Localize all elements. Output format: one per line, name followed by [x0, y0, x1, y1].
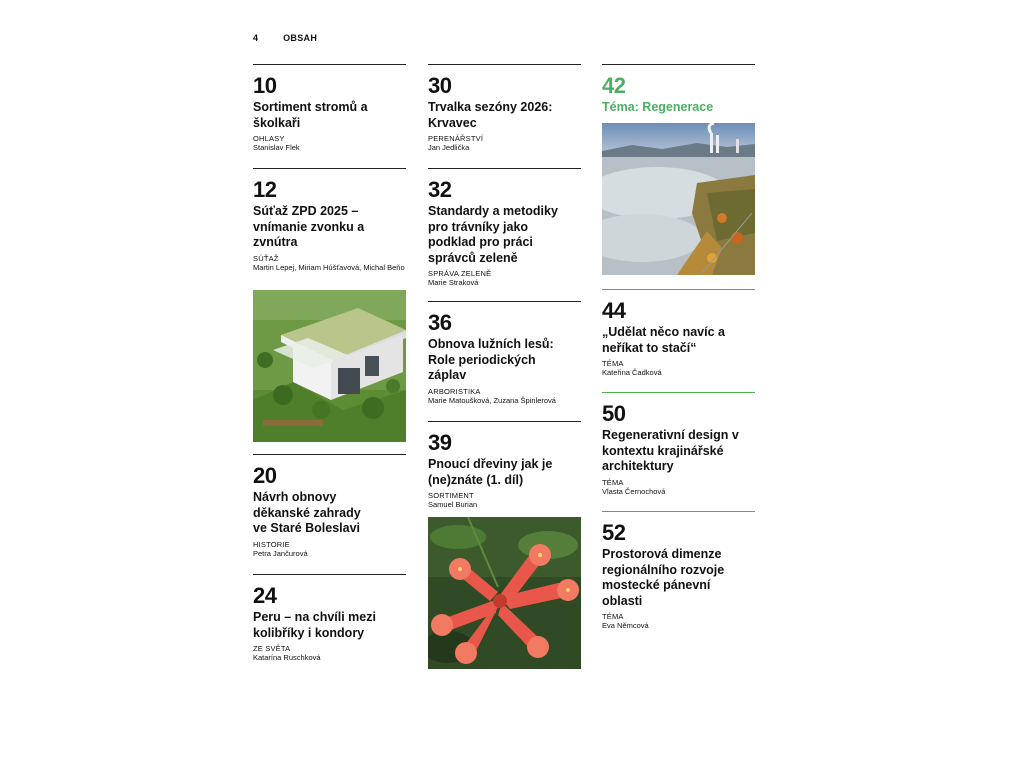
- toc-entry[interactable]: [253, 64, 406, 153]
- entry-author: Stanislav Flek: [253, 143, 300, 152]
- entry-page-number: 50: [602, 401, 626, 426]
- entry-category: SPRÁVA ZELENĚ: [428, 269, 492, 278]
- entry-page-number: 39: [428, 430, 452, 455]
- entry-title: Návrh obnovy děkanské zahrady ve Staré Boleslavi: [253, 490, 361, 535]
- entry-page-number: 32: [428, 177, 452, 202]
- green-roof-house-photo: [253, 290, 406, 442]
- toc-entry[interactable]: [253, 454, 406, 559]
- entry-category: TÉMA: [602, 477, 624, 487]
- page-number: 4: [253, 33, 259, 43]
- entry-author: Vlasta Černochová: [602, 486, 666, 496]
- entry-title: Sortiment stromů a školkaři: [253, 100, 368, 130]
- toc-entry[interactable]: [253, 574, 406, 663]
- entry-category: SÚŤAŽ: [253, 253, 279, 263]
- entry-author: Marie Matoušková, Zuzana Špinlerová: [428, 395, 556, 405]
- entry-category: TÉMA: [602, 612, 624, 621]
- entry-page-number: 52: [602, 520, 626, 545]
- toc-entry[interactable]: [428, 64, 581, 153]
- entry-category: PERENÁŘSTVÍ: [428, 134, 484, 143]
- entry-category: OHLASY: [253, 134, 285, 143]
- entry-page-number: 36: [428, 310, 452, 335]
- entry-title: Prostorová dimenze regionálního rozvoje mostecké pánevní oblasti: [602, 547, 725, 608]
- toc-entry[interactable]: [428, 301, 581, 406]
- entry-author: Martin Lepej, Miriam Húšťavová, Michal Beňo: [253, 262, 405, 272]
- toc-entry[interactable]: [602, 511, 755, 631]
- entry-category: TÉMA: [602, 359, 624, 368]
- entry-title: Pnoucí dřeviny jak je (ne)znáte (1. díl): [428, 457, 553, 487]
- entry-page-number: 12: [253, 177, 277, 202]
- entry-category: ARBORISTIKA: [428, 386, 481, 396]
- foggy-landscape-aerial-photo: [602, 123, 755, 275]
- entry-author: Kateřina Čadková: [602, 368, 662, 377]
- entry-page-number: 44: [602, 298, 626, 323]
- toc-entry[interactable]: [253, 168, 406, 273]
- toc-entry-theme[interactable]: [602, 64, 755, 116]
- entry-title: „Udělat něco navíc a neříkat to stačí“: [602, 325, 725, 355]
- entry-title: Téma: Regenerace: [602, 100, 714, 114]
- toc-entry[interactable]: [428, 168, 581, 288]
- entry-category: SORTIMENT: [428, 491, 474, 500]
- entry-title: Peru – na chvíli mezi kolibříky i kondory: [253, 610, 376, 640]
- entry-title: Regenerativní design v kontextu krajinářské architektury: [602, 428, 739, 473]
- entry-page-number: 30: [428, 73, 452, 98]
- entry-author: Katarína Ruschková: [253, 653, 321, 662]
- trumpet-vine-flower-photo: [428, 517, 581, 669]
- entry-title: Standardy a metodiky pro trávníky jako podklad pro práci správců zeleně: [428, 204, 558, 265]
- entry-category: ZE SVĚTA: [253, 644, 291, 653]
- toc-entry[interactable]: [602, 392, 755, 497]
- entry-author: Marie Straková: [428, 278, 479, 287]
- entry-author: Eva Němcová: [602, 621, 649, 630]
- entry-author: Samuel Burian: [428, 500, 478, 509]
- toc-entry[interactable]: [602, 289, 755, 378]
- entry-page-number: 20: [253, 463, 277, 488]
- entry-title: Obnova lužních lesů: Role periodických záplav: [428, 337, 554, 382]
- section-title: OBSAH: [283, 33, 318, 43]
- toc-entry[interactable]: [428, 421, 581, 510]
- entry-title: Súťaž ZPD 2025 – vnímanie zvonku a zvnútra: [253, 204, 365, 249]
- entry-page-number: 24: [253, 583, 277, 608]
- page-header: [253, 33, 317, 43]
- entry-category: HISTORIE: [253, 539, 290, 549]
- entry-author: Jan Jedlička: [428, 143, 470, 152]
- entry-page-number: 42: [602, 73, 626, 98]
- entry-title: Trvalka sezóny 2026: Krvavec: [428, 100, 553, 130]
- entry-author: Petra Jančurová: [253, 548, 308, 558]
- entry-page-number: 10: [253, 73, 277, 98]
